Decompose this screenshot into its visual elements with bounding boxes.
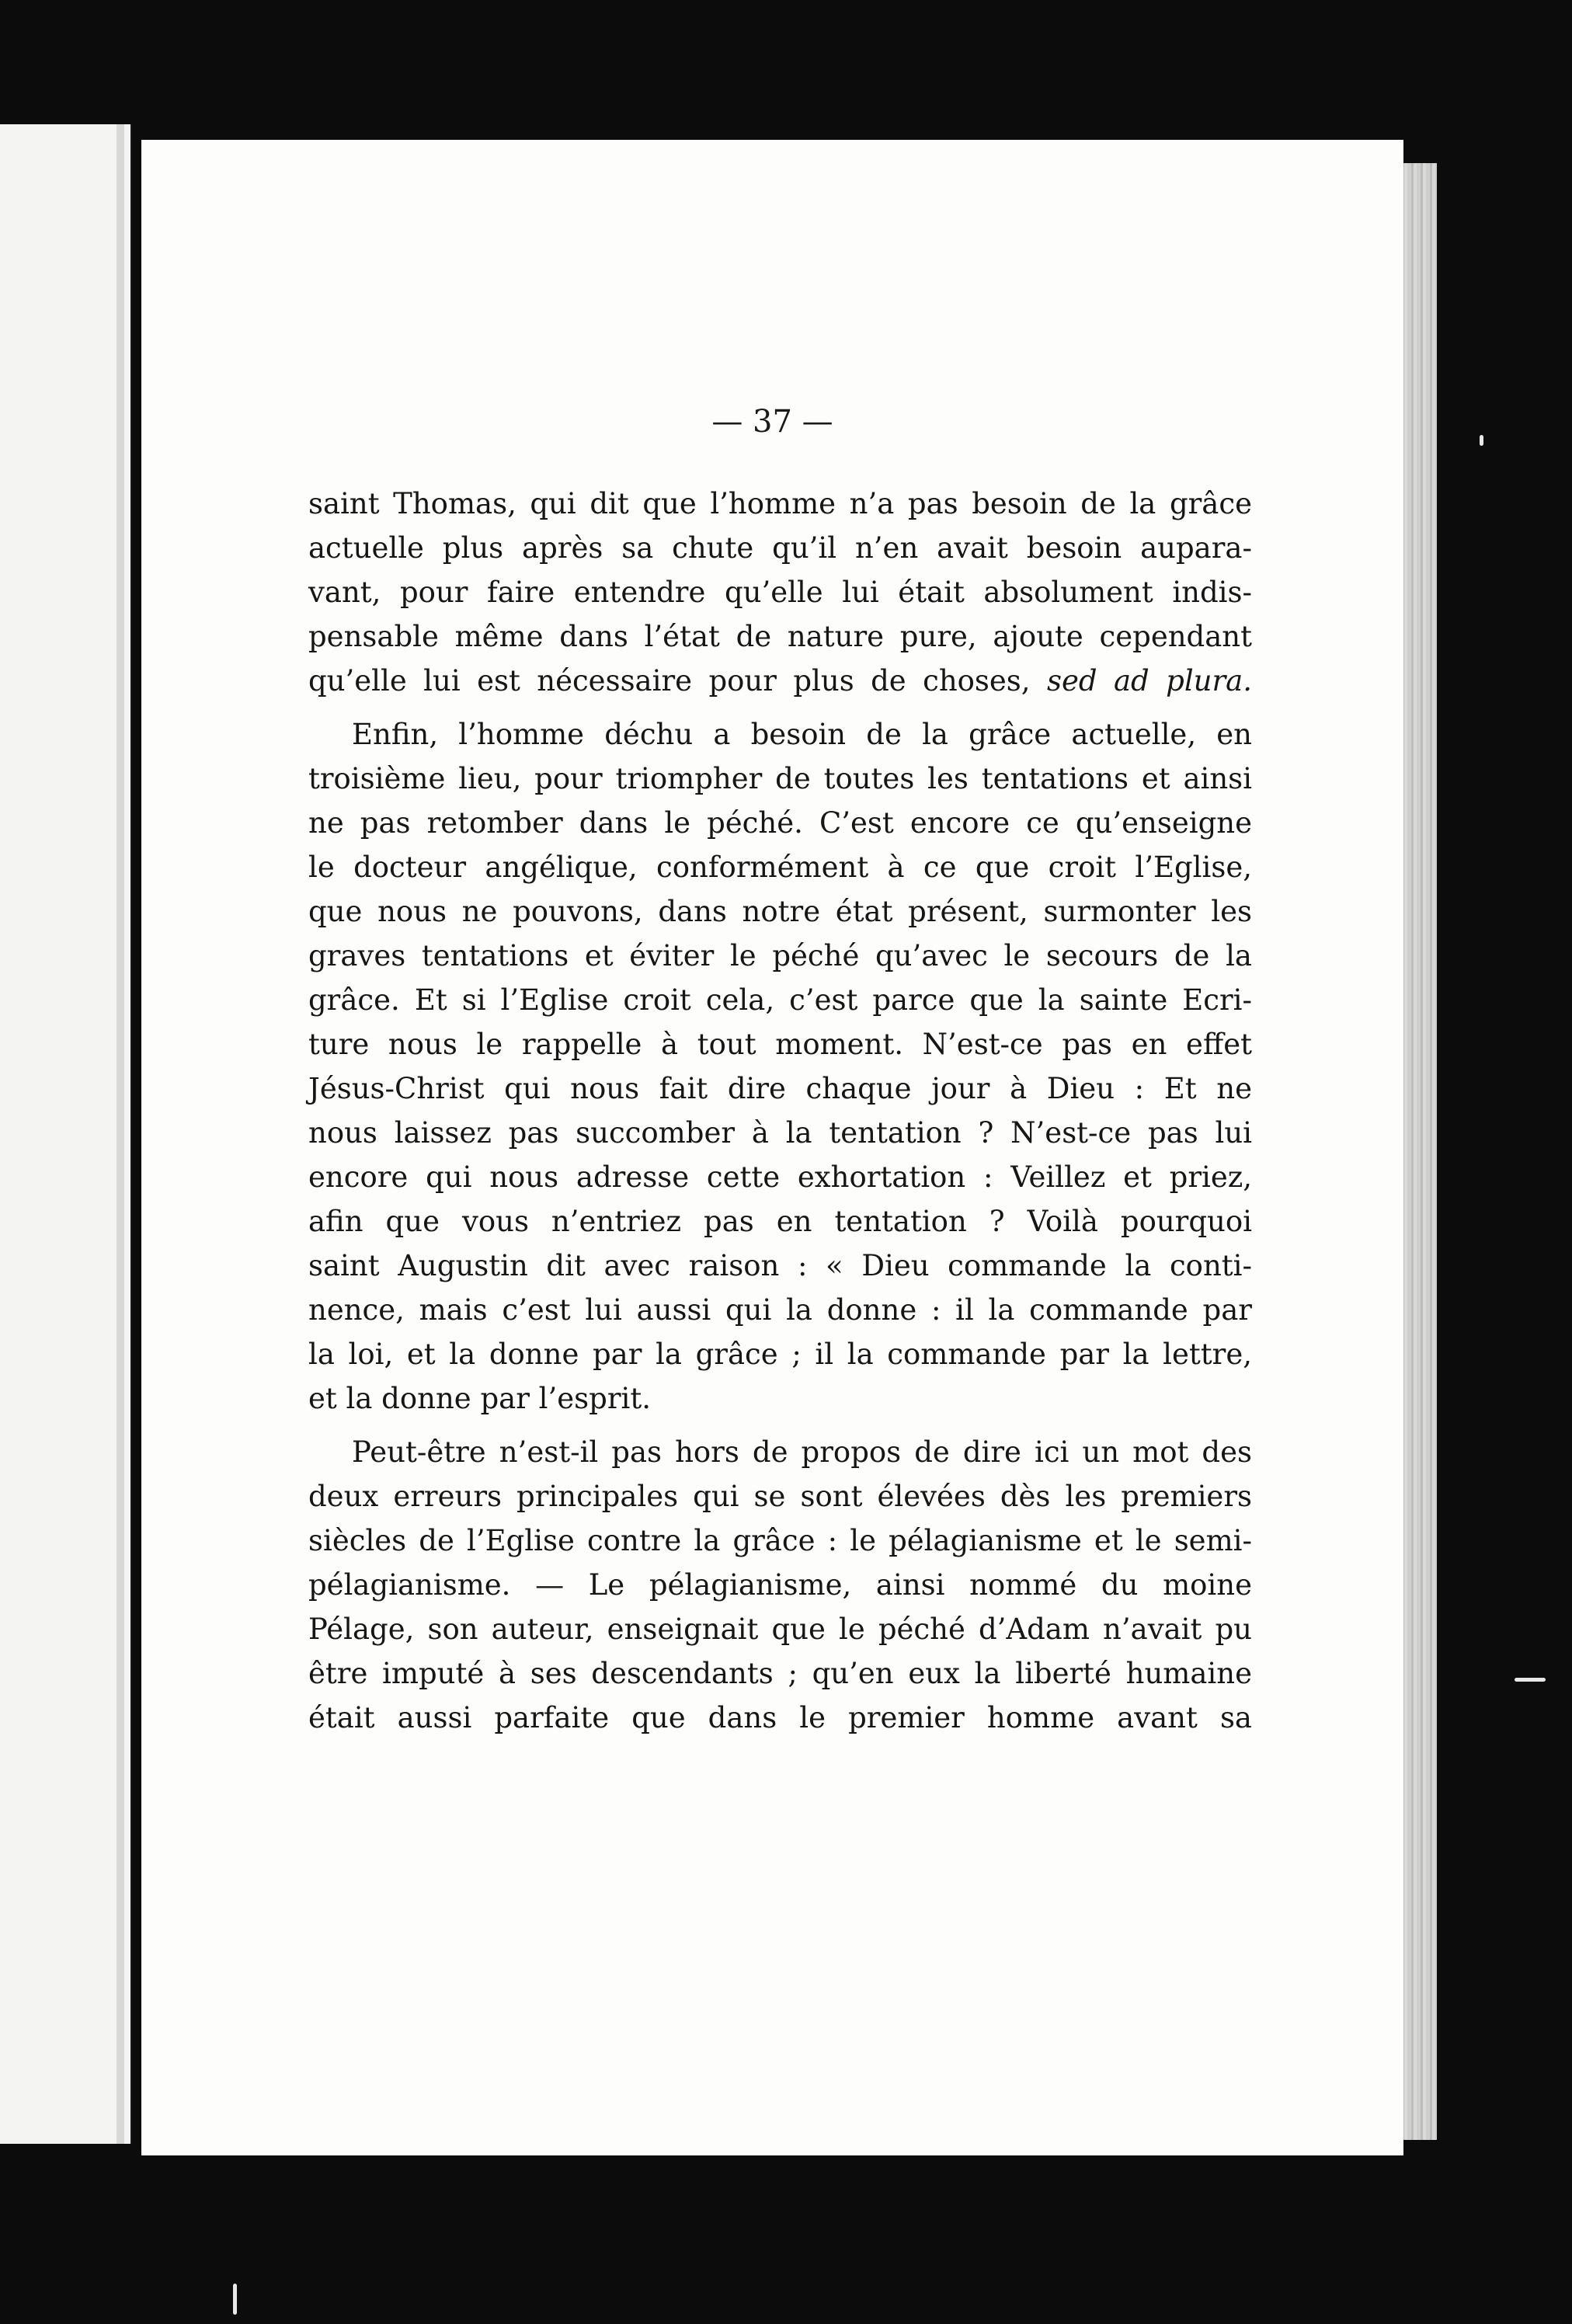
text-line: Pélage, son auteur, enseignait que le péché d’Adam n’avait pu <box>308 1613 1252 1646</box>
text-line: ture nous le rappelle à tout moment. N’est-ce pas en effet <box>308 1028 1252 1061</box>
text-line: grâce. Et si l’Eglise croit cela, c’est parce que la sainte Ecri- <box>308 983 1252 1017</box>
text-line-prefix: qu’elle lui est nécessaire pour plus de choses, <box>308 664 1047 698</box>
text-line: nous laissez pas succomber à la tentation ? N’est-ce pas lui <box>308 1116 1252 1150</box>
left-page-edge <box>117 124 124 2144</box>
text-line: Enfin, l’homme déchu a besoin de la grâce actuelle, en <box>352 718 1252 751</box>
book-page <box>141 140 1403 2155</box>
paragraph-1 <box>308 482 1252 703</box>
text-line: et la donne par l’esprit. <box>308 1382 651 1415</box>
text-line <box>308 659 1252 703</box>
paragraph-2 <box>308 712 1252 1421</box>
page-edge-stack <box>1398 163 1437 2140</box>
text-line: que nous ne pouvons, dans notre état présent, surmonter les <box>308 895 1252 928</box>
text-line: graves tentations et éviter le péché qu’avec le secours de la <box>308 939 1252 972</box>
text-line: être imputé à ses descendants ; qu’en eux la liberté humaine <box>308 1657 1252 1690</box>
text-line: Jésus-Christ qui nous fait dire chaque jour à Dieu : Et ne <box>308 1072 1252 1105</box>
text-line: pélagianisme. — Le pélagianisme, ainsi nommé du moine <box>308 1568 1252 1602</box>
text-line: saint Thomas, qui dit que l’homme n’a pas besoin de la grâce <box>308 487 1252 520</box>
dust-speck <box>233 2284 237 2315</box>
text-line: nence, mais c’est lui aussi qui la donne : il la commande par <box>308 1293 1252 1327</box>
text-line: était aussi parfaite que dans le premier homme avant sa <box>308 1701 1252 1734</box>
text-line: pensable même dans l’état de nature pure, ajoute cependant <box>308 620 1252 653</box>
latin-phrase: sed ad plura. <box>1046 664 1252 698</box>
text-line: ne pas retomber dans le péché. C’est encore ce qu’enseigne <box>308 806 1252 840</box>
text-line: le docteur angélique, conformément à ce que croit l’Eglise, <box>308 851 1252 884</box>
page-number: — 37 — <box>711 404 833 440</box>
paragraph-3 <box>308 1430 1252 1740</box>
text-line: vant, pour faire entendre qu’elle lui était absolument indis- <box>308 576 1252 609</box>
left-page <box>0 124 130 2144</box>
dust-speck <box>1515 1678 1546 1682</box>
text-line: saint Augustin dit avec raison : « Dieu commande la conti- <box>308 1249 1252 1282</box>
text-line: actuelle plus après sa chute qu’il n’en avait besoin aupara- <box>308 531 1252 565</box>
text-line: Peut-être n’est-il pas hors de propos de dire ici un mot des <box>352 1435 1252 1469</box>
text-line: deux erreurs principales qui se sont élevées dès les premiers <box>308 1480 1252 1513</box>
text-line: siècles de l’Eglise contre la grâce : le pélagianisme et le semi- <box>308 1524 1252 1557</box>
text-line: la loi, et la donne par la grâce ; il la commande par la lettre, <box>308 1338 1252 1371</box>
text-block <box>308 482 1252 1740</box>
dust-speck <box>1480 435 1483 446</box>
text-line: encore qui nous adresse cette exhortation : Veillez et priez, <box>308 1160 1252 1194</box>
text-line: afin que vous n’entriez pas en tentation ? Voilà pourquoi <box>308 1205 1252 1238</box>
text-line: troisième lieu, pour triompher de toutes les tentations et ainsi <box>308 762 1252 795</box>
